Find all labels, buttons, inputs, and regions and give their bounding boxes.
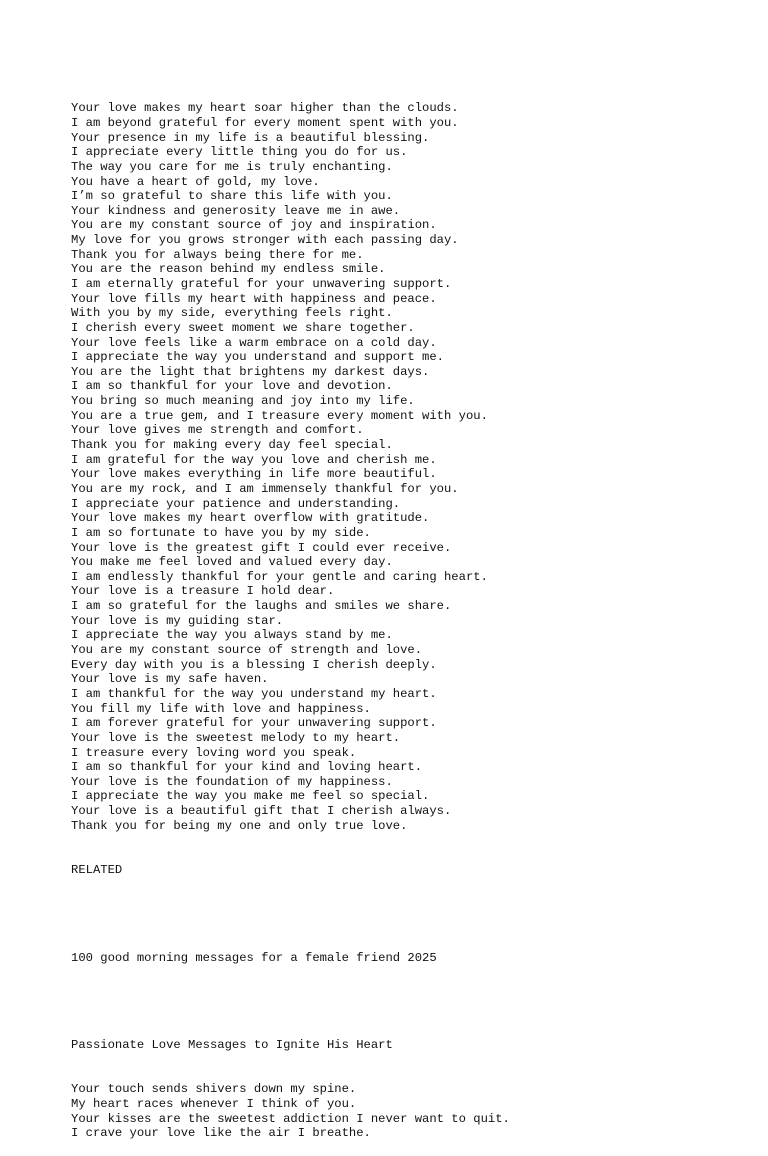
message-line: Your presence in my life is a beautiful blessing.: [71, 130, 430, 145]
message-line: Your love is the greatest gift I could ever receive.: [71, 540, 452, 555]
message-line: You are my rock, and I am immensely thankful for you.: [71, 481, 459, 496]
message-line: I appreciate the way you make me feel so special.: [71, 789, 430, 804]
message-line: Your love makes my heart overflow with gratitude.: [71, 511, 430, 526]
message-line: I’m so grateful to share this life with you.: [71, 189, 393, 204]
passionate-message-list: [71, 1082, 751, 1141]
message-line: You fill my life with love and happiness.: [71, 701, 371, 716]
message-line: You are the light that brightens my darkest days.: [71, 364, 430, 379]
message-line: I crave your love like the air I breathe.: [71, 1126, 371, 1141]
message-line: Your love is my guiding star.: [71, 613, 284, 628]
message-line: You are my constant source of joy and inspiration.: [71, 218, 437, 233]
message-line: I am so grateful for the laughs and smiles we share.: [71, 599, 452, 614]
message-line: Thank you for always being there for me.: [71, 247, 364, 262]
message-line: You bring so much meaning and joy into my life.: [71, 394, 415, 409]
message-line: I appreciate the way you always stand by me.: [71, 628, 393, 643]
message-line: Your love is the foundation of my happiness.: [71, 774, 393, 789]
message-line: I am grateful for the way you love and cherish me.: [71, 452, 437, 467]
document-body: [71, 72, 751, 1156]
related-link[interactable]: 100 good morning messages for a female friend 2025: [71, 950, 437, 965]
message-line: Your touch sends shivers down my spine.: [71, 1082, 357, 1097]
message-line: Your love makes everything in life more beautiful.: [71, 467, 437, 482]
message-line: I am thankful for the way you understand my heart.: [71, 686, 437, 701]
message-line: Your love is my safe haven.: [71, 672, 269, 687]
message-line: I am so thankful for your kind and loving heart.: [71, 760, 423, 775]
message-list: [71, 101, 751, 833]
section-heading: Passionate Love Messages to Ignite His Heart: [71, 1038, 393, 1053]
message-line: Your love is a treasure I hold dear.: [71, 584, 335, 599]
related-label: RELATED: [71, 862, 123, 877]
message-line: You make me feel loved and valued every day.: [71, 555, 393, 570]
message-line: Your love is the sweetest melody to my heart.: [71, 730, 401, 745]
message-line: Every day with you is a blessing I cherish deeply.: [71, 657, 437, 672]
message-line: My love for you grows stronger with each passing day.: [71, 233, 459, 248]
message-line: With you by my side, everything feels right.: [71, 306, 393, 321]
message-line: Your love is a beautiful gift that I cherish always.: [71, 804, 452, 819]
message-line: You have a heart of gold, my love.: [71, 174, 320, 189]
message-line: I appreciate the way you understand and support me.: [71, 350, 444, 365]
message-line: Your love gives me strength and comfort.: [71, 423, 364, 438]
message-line: Your kindness and generosity leave me in awe.: [71, 203, 401, 218]
message-line: I appreciate your patience and understanding.: [71, 496, 401, 511]
message-line: You are a true gem, and I treasure every moment with you.: [71, 408, 488, 423]
message-line: Your love fills my heart with happiness and peace.: [71, 291, 437, 306]
message-line: Your love feels like a warm embrace on a cold day.: [71, 335, 437, 350]
message-line: I am so fortunate to have you by my side.: [71, 525, 371, 540]
blank-line: [71, 907, 751, 922]
blank-line: [71, 995, 751, 1010]
message-line: Your kisses are the sweetest addiction I never want to quit.: [71, 1111, 510, 1126]
message-line: You are the reason behind my endless smile.: [71, 262, 386, 277]
message-line: I am so thankful for your love and devotion.: [71, 379, 393, 394]
message-line: Your love makes my heart soar higher than the clouds.: [71, 101, 459, 116]
message-line: I treasure every loving word you speak.: [71, 745, 357, 760]
message-line: I am beyond grateful for every moment spent with you.: [71, 115, 459, 130]
message-line: The way you care for me is truly enchanting.: [71, 159, 393, 174]
message-line: Thank you for being my one and only true love.: [71, 818, 408, 833]
message-line: Thank you for making every day feel special.: [71, 438, 393, 453]
message-line: I am endlessly thankful for your gentle and caring heart.: [71, 569, 488, 584]
message-line: I appreciate every little thing you do for us.: [71, 145, 408, 160]
message-line: I am eternally grateful for your unwavering support.: [71, 277, 452, 291]
message-line: I am forever grateful for your unwavering support.: [71, 716, 437, 731]
message-line: I cherish every sweet moment we share together.: [71, 320, 415, 335]
message-line: You are my constant source of strength and love.: [71, 643, 423, 658]
message-line: My heart races whenever I think of you.: [71, 1097, 357, 1112]
